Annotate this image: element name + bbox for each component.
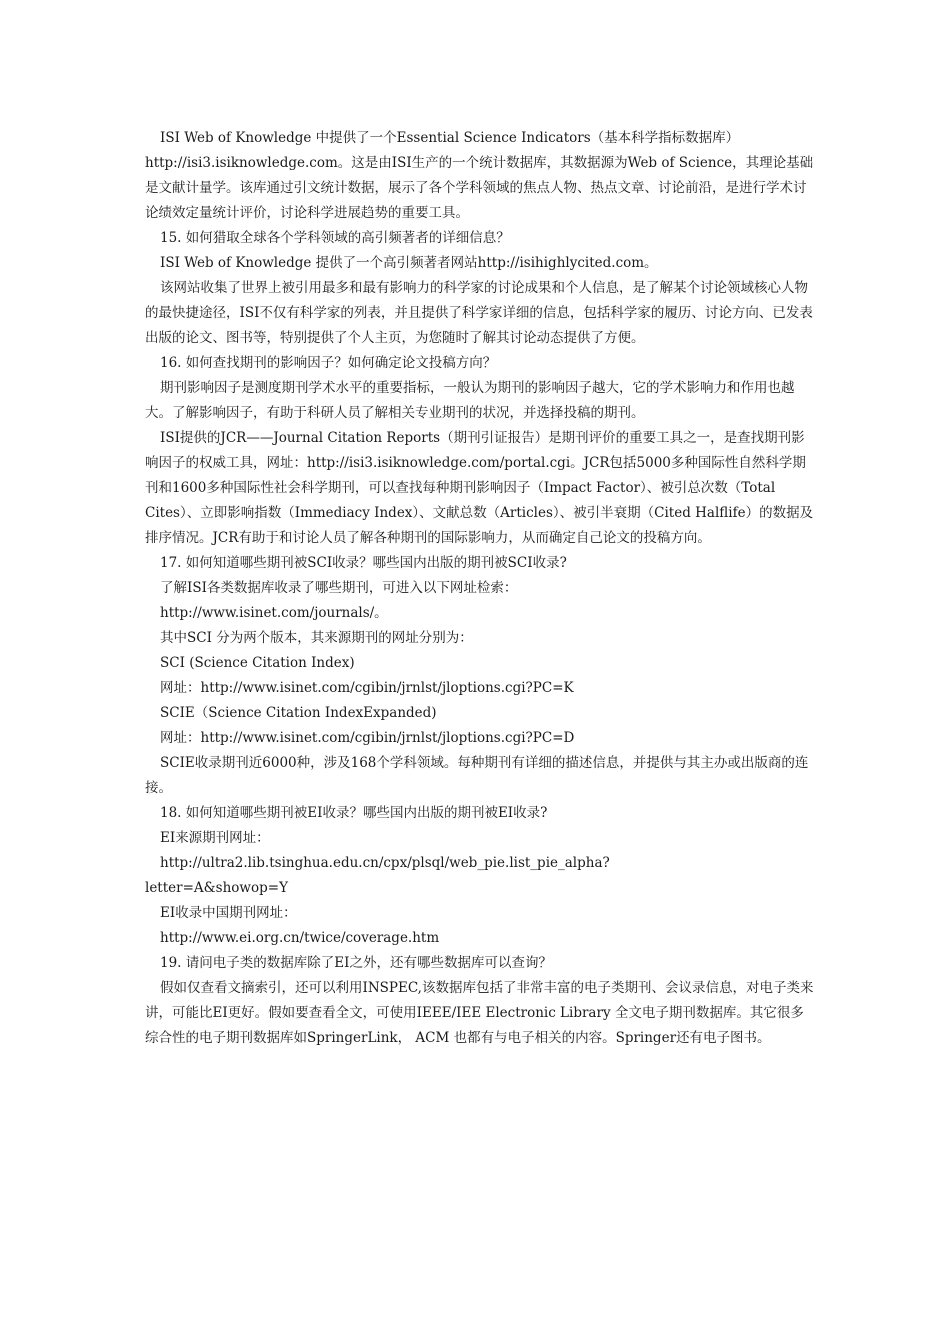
document-body (145, 126, 815, 1051)
answer-19-databases: 假如仅查看文摘索引，还可以利用INSPEC,该数据库包括了非常丰富的电子类期刊、会议录信息，对电子类来讲，可能比EI更好。假如要查看全文，可使用IEEE/IEE Electronic Library 全文电子期刊数据库。其它很多综合性的电子期刊数据库如SpringerLink， ACM 也都有与电子相关的内容。Springer还有电子图书。 (145, 980, 814, 1046)
answer-18-ei-china-url: http://www.ei.org.cn/twice/coverage.htm (160, 930, 440, 946)
answer-17-sci-url: 网址：http://www.isinet.com/cgibin/jrnlst/jloptions.cgi?PC=K (160, 680, 574, 696)
question-19: 19. 请问电子类的数据库除了EI之外，还有哪些数据库可以查询？ (160, 955, 552, 971)
answer-15-details: 该网站收集了世界上被引用最多和最有影响力的科学家的讨论成果和个人信息，是了解某个讨论领域核心人物的最快捷途径，ISI不仅有科学家的列表，并且提供了科学家详细的信息，包括科学家的履历、讨论方向、已发表出版的论文、图书等，特别提供了个人主页，为您随时了解其讨论动态提供了方便。 (145, 280, 813, 346)
answer-16-impact-factor: 期刊影响因子是测度期刊学术水平的重要指标，一般认为期刊的影响因子越大，它的学术影响力和作用也越大。了解影响因子，有助于科研人员了解相关专业期刊的状况，并选择投稿的期刊。 (145, 380, 795, 421)
answer-18-ei-china: EI收录中国期刊网址： (160, 905, 297, 921)
answer-17-journals-url: http://www.isinet.com/journals/。 (160, 605, 388, 621)
question-16: 16. 如何查找期刊的影响因子？如何确定论文投稿方向？ (160, 355, 497, 371)
answer-18-ei-url-line2: letter=A&showop=Y (145, 880, 288, 896)
paragraph-esi-intro: ISI Web of Knowledge 中提供了一个Essential Science Indicators（基本科学指标数据库）http://isi3.isiknowledge.com。这是由ISI生产的一个统计数据库，其数据源为Web of Science，其理论基础是文献计量学。该库通过引文统计数据，展示了各个学科领域的焦点人物、热点文章、讨论前沿，是进行学术讨论绩效定量统计评价，讨论科学进展趋势的重要工具。 (145, 130, 814, 221)
answer-16-jcr: ISI提供的JCR——Journal Citation Reports（期刊引证报告）是期刊评价的重要工具之一，是查找期刊影响因子的权威工具，网址：http://isi3.isiknowledge.com/portal.cgi。JCR包括5000多种国际性自然科学期刊和1600多种国际性社会科学期刊，可以查找每种期刊影响因子（Impact Factor）、被引总次数（Total Cites）、立即影响指数（Immediacy Index）、文献总数（Articles）、被引半衰期（Cited Halflife）的数据及排序情况。JCR有助于和讨论人员了解各种期刊的国际影响力，从而确定自己论文的投稿方向。 (145, 430, 814, 546)
question-17: 17. 如何知道哪些期刊被SCI收录？哪些国内出版的期刊被SCI收录? (160, 555, 567, 571)
answer-17-scie-coverage: SCIE收录期刊近6000种，涉及168个学科领域。每种期刊有详细的描述信息，并提供与其主办或出版商的连接。 (145, 755, 809, 796)
answer-17-scie-url: 网址：http://www.isinet.com/cgibin/jrnlst/jloptions.cgi?PC=D (160, 730, 575, 746)
answer-17-sci: SCI (Science Citation Index) (160, 655, 355, 671)
answer-17-versions: 其中SCI 分为两个版本，其来源期刊的网址分别为： (160, 630, 473, 646)
answer-17-intro: 了解ISI各类数据库收录了哪些期刊，可进入以下网址检索： (160, 580, 518, 596)
answer-18-ei-source: EI来源期刊网址： (160, 830, 270, 846)
answer-17-scie: SCIE（Science Citation IndexExpanded) (160, 705, 437, 721)
question-15: 15. 如何猎取全球各个学科领域的高引频著者的详细信息？ (160, 230, 510, 246)
question-18: 18. 如何知道哪些期刊被EI收录？哪些国内出版的期刊被EI收录? (160, 805, 548, 821)
answer-15-website: ISI Web of Knowledge 提供了一个高引频著者网站http://isihighlycited.com。 (160, 255, 658, 271)
answer-18-ei-url-line1: http://ultra2.lib.tsinghua.edu.cn/cpx/plsql/web_pie.list_pie_alpha? (160, 855, 610, 871)
